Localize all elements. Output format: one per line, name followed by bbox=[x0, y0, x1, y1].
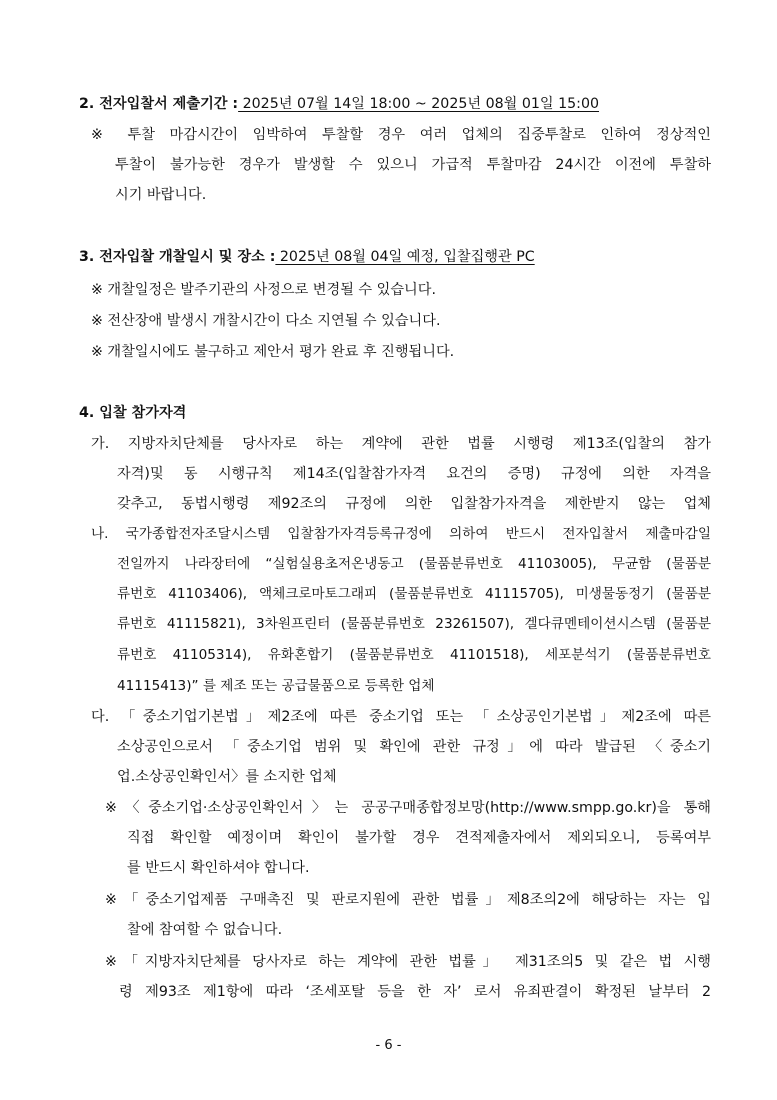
section-3-label: 3. 전자입찰 개찰일시 및 장소 : bbox=[79, 249, 276, 265]
item-na-line-6: 41115413)” 를 제조 또는 공급물품으로 등록한 업체 bbox=[117, 678, 435, 694]
section-2-period: 2025년 07월 14일 18:00 ~ 2025년 08월 01일 15:00 bbox=[238, 96, 600, 112]
item-ga-line-1: 가. 지방자치단체를 당사자로 하는 계약에 관한 법률 시행령 제13조(입찰의 참가 bbox=[91, 436, 711, 452]
item-na-line-1: 나. 국가종합전자조달시스템 입찰참가자격등록규정에 의하여 반드시 전자입찰서 제출마감일 bbox=[91, 526, 711, 542]
item-na-line-4: 류번호 41115821), 3차원프린터 (물품분류번호 23261507), 겔다큐멘테이션시스템 (물품분 bbox=[117, 616, 711, 632]
note-1-line-3: 를 반드시 확인하셔야 합니다. bbox=[127, 860, 310, 876]
page-number: - 6 - bbox=[375, 1038, 402, 1053]
note-2-line-2: 찰에 참여할 수 없습니다. bbox=[127, 922, 283, 938]
section-2-note-line-1: ※ 투찰 마감시간이 임박하여 투찰할 경우 여러 업체의 집중투찰로 인하여 정상적인 bbox=[91, 127, 711, 143]
section-3-heading bbox=[79, 247, 535, 267]
section-2-note-line-2: 투찰이 불가능한 경우가 발생할 수 있으니 가급적 투찰마감 24시간 이전에 투찰하 bbox=[115, 157, 711, 173]
item-ga-line-2: 자격)및 동 시행규칙 제14조(입찰참가자격 요건의 증명) 규정에 의한 자격을 bbox=[117, 466, 711, 482]
section-3-note-2: ※ 전산장애 발생시 개찰시간이 다소 지연될 수 있습니다. bbox=[91, 313, 441, 329]
item-da-line-3: 업.소상공인확인서〉를 소지한 업체 bbox=[117, 769, 337, 785]
section-4-heading: 4. 입찰 참가자격 bbox=[79, 405, 187, 421]
note-2-line-1: ※「중소기업제품 구매촉진 및 판로지원에 관한 법률」제8조의2에 해당하는 자는 입 bbox=[105, 892, 711, 908]
section-2-label: 2. 전자입찰서 제출기간 : bbox=[79, 96, 239, 112]
note-1-line-1: ※〈중소기업·소상공인확인서〉는 공공구매종합정보망(http://www.smpp.go.kr)을 통해 bbox=[105, 800, 711, 816]
section-3-schedule: 2025년 08월 04일 예정, 입찰집행관 PC bbox=[275, 249, 535, 265]
item-da-line-1: 다. 「중소기업기본법」제2조에 따른 중소기업 또는 「소상공인기본법」제2조에 따른 bbox=[91, 709, 711, 725]
section-2-heading bbox=[79, 94, 599, 114]
note-1-line-2: 직접 확인할 예정이며 확인이 불가할 경우 견적제출자에서 제외되오니, 등록여부 bbox=[127, 830, 711, 846]
note-3-line-2: 령 제93조 제1항에 따라 ‘조세포탈 등을 한 자’ 로서 유죄판결이 확정된 날부터 2 bbox=[119, 984, 711, 1000]
item-na-line-3: 류번호 41103406), 액체크로마토그래피 (물품분류번호 41115705), 미생물동정기 (물품분 bbox=[117, 586, 711, 602]
item-na-line-5: 류번호 41105314), 유화혼합기 (물품분류번호 41101518), 세포분석기 (물품분류번호 bbox=[117, 647, 711, 663]
section-3-note-3: ※ 개찰일시에도 불구하고 제안서 평가 완료 후 진행됩니다. bbox=[91, 344, 455, 360]
item-da-line-2: 소상공인으로서 「중소기업 범위 및 확인에 관한 규정」에 따라 발급된 〈중소기 bbox=[117, 739, 711, 755]
section-3-note-1: ※ 개찰일정은 발주기관의 사정으로 변경될 수 있습니다. bbox=[91, 282, 436, 298]
item-ga-line-3: 갖추고, 동법시행령 제92조의 규정에 의한 입찰참가자격을 제한받지 않는 업체 bbox=[117, 496, 711, 512]
section-2-note-line-3: 시기 바랍니다. bbox=[115, 187, 207, 203]
note-3-line-1: ※「지방자치단체를 당사자로 하는 계약에 관한 법률」 제31조의5 및 같은 법 시행 bbox=[105, 954, 711, 970]
item-na-line-2: 전일까지 나라장터에 “실험실용초저온냉동고 (물품분류번호 41103005), 무균함 (물품분 bbox=[117, 556, 711, 572]
